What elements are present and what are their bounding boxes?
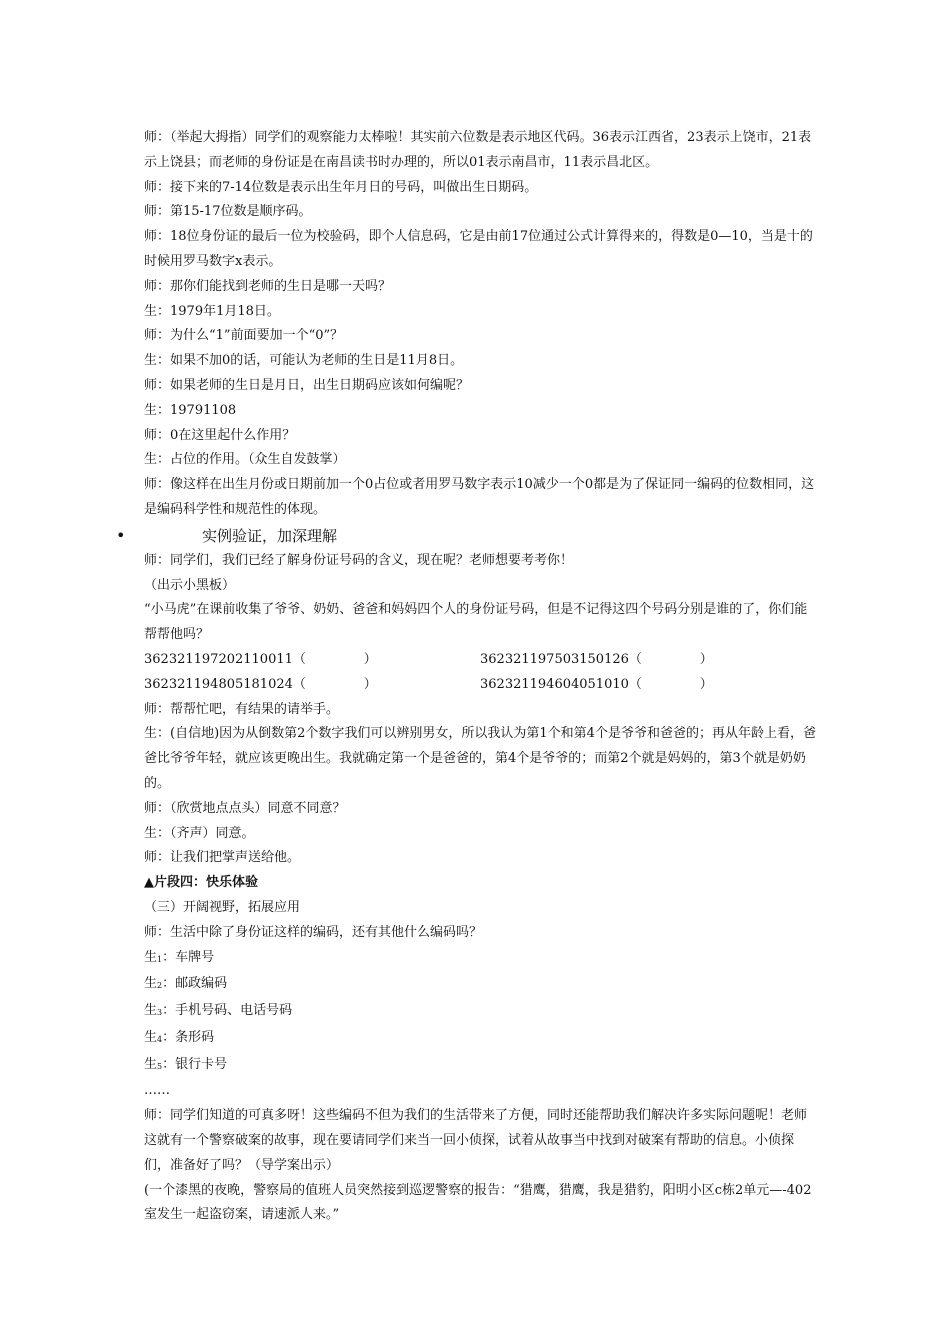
student-answer: 生$_4$：条形码 (144, 1029, 215, 1045)
id-number-row (144, 673, 816, 698)
id-number-item: 362321197503150126（ ） (480, 651, 713, 667)
paragraph: 师：（举起大拇指）同学们的观察能力太棒啦！其实前六位数是表示地区代码。36表示江西省，23表示上饶市，21表示上饶县；而老师的身份证是在南昌读书时办理的，所以01表示南昌市，11表示昌北区。 (144, 130, 812, 170)
bullet-icon: • (116, 525, 126, 545)
section-heading-text: 实例验证，加深理解 (202, 526, 338, 545)
paragraph: 生：(自信地)因为从倒数第2个数字我们可以辨别男女，所以我认为第1个和第4个是爷爷和爸爸的；再从年龄上看，爸爸比爷爷年轻，就应该更晚出生。我就确定第一个是爸爸的，第4个是爷爷的；而第2个就是妈妈的，第3个就是奶奶的。 (144, 726, 816, 791)
paragraph: 师：为什么“1”前面要加一个“0”？ (144, 328, 344, 344)
paragraph: 师：同学们，我们已经了解身份证号码的含义，现在呢？老师想要考考你！ (144, 552, 574, 568)
id-number-row (144, 648, 816, 673)
paragraph: 生：19791108 (144, 402, 237, 418)
paragraph: 生：1979年1月18日。 (144, 303, 280, 319)
paragraph: （三）开阔视野，拓展应用 (144, 899, 301, 915)
id-number-item: 362321197202110011（ ） (144, 651, 377, 667)
paragraph: 师：如果老师的生日是月日，出生日期码应该如何编呢？ (144, 377, 470, 393)
paragraph: 师：那你们能找到老师的生日是哪一天吗？ (144, 278, 392, 294)
section-heading (116, 523, 816, 549)
paragraph: “小马虎”在课前收集了爷爷、奶奶、爸爸和妈妈四个人的身份证号码，但是不记得这四个号码分别是谁的了，你们能帮帮他吗？ (144, 602, 808, 643)
paragraph: 师：第15-17位数是顺序码。 (144, 204, 312, 220)
paragraph: (一个漆黑的夜晚，警察局的值班人员突然接到巡逻警察的报告：“猎鹰，猎鹰，我是猎豹，阳明小区c栋2单元—-402室发生一起盗窃案，请速派人来。” (144, 1182, 812, 1223)
paragraph: 师：像这样在出生月份或日期前加一个0占位或者用罗马数字表示10减少一个0都是为了保证同一编码的位数相同，这是编码科学性和规范性的体现。 (144, 477, 815, 517)
ellipsis: …… (144, 1083, 170, 1099)
id-number-item: 362321194805181024（ ） (144, 676, 377, 692)
paragraph: 师：同学们知道的可真多呀！这些编码不但为我们的生活带来了方便，同时还能帮助我们解决许多实际问题呢！老师这就有一个警察破案的故事，现在要请同学们来当一回小侦探，试着从故事当中找到对破案有帮助的信息。小侦探们，准备好了吗？（导学案出示） (144, 1108, 808, 1173)
paragraph: （出示小黑板） (144, 577, 236, 593)
paragraph: 师：0在这里起什么作用？ (144, 427, 296, 443)
paragraph: 师：让我们把掌声送给他。 (144, 850, 301, 866)
paragraph: 师：（欣赏地点点头）同意不同意？ (144, 800, 346, 816)
paragraph: 师：生活中除了身份证这样的编码，还有其他什么编码吗？ (144, 924, 483, 940)
paragraph: 生：占位的作用。（众生自发鼓掌） (144, 452, 346, 468)
student-answer: 生$_3$：手机号码、电话号码 (144, 1003, 293, 1019)
student-answer: 生$_5$：银行卡号 (144, 1056, 228, 1072)
paragraph: 师：18位身份证的最后一位为校验码，即个人信息码，它是由前17位通过公式计算得来的，得数是0—10，当是十的时候用罗马数字x表示。 (144, 229, 813, 269)
section-title: ▲片段四：快乐体验 (144, 875, 258, 891)
student-answer: 生$_2$：邮政编码 (144, 976, 228, 992)
id-number-item: 362321194604051010（ ） (480, 676, 713, 692)
document-body (116, 126, 816, 1228)
paragraph: 生：（齐声）同意。 (144, 825, 255, 841)
student-answer: 生$_1$：车牌号 (144, 949, 215, 965)
paragraph: 生：如果不加0的话，可能认为老师的生日是11月8日。 (144, 353, 464, 369)
paragraph: 师：帮帮忙吧，有结果的请举手。 (144, 701, 340, 717)
paragraph: 师：接下来的7-14位数是表示出生年月日的号码，叫做出生日期码。 (144, 179, 538, 195)
